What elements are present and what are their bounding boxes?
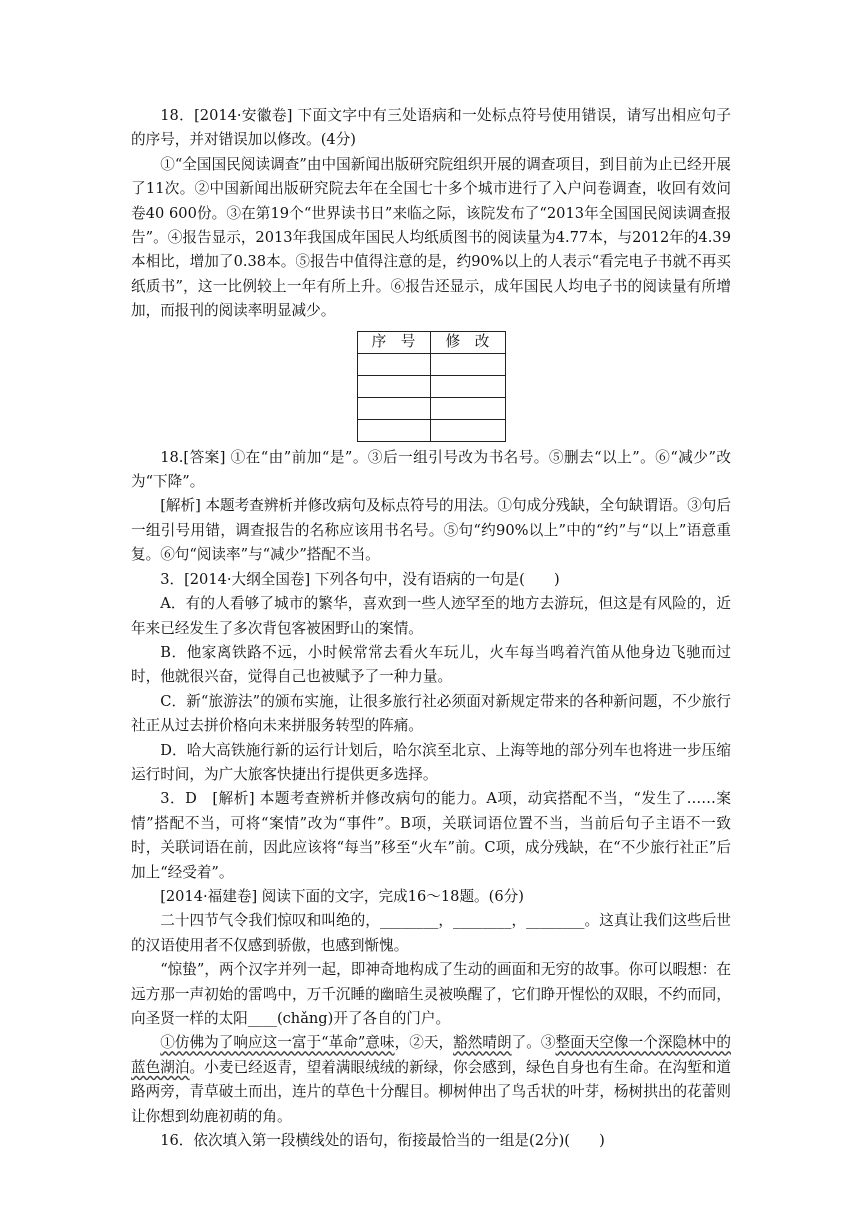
analysis-label: [解析] <box>212 790 255 808</box>
underlined-phrase-1: ①仿佛为了响应这一富于“革命”意味 <box>160 1034 395 1052</box>
document-page <box>131 104 731 1153</box>
table-row <box>357 397 505 419</box>
option-d: D．哈大高铁施行新的运行计划后，哈尔滨至北京、上海等地的部分列车也将进一步压缩运行时间，为广大旅客快捷出行提供更多选择。 <box>131 741 731 783</box>
answer-label: 18.[答案] <box>160 448 226 466</box>
answer-table <box>357 331 506 442</box>
analysis-text: 本题考查辨析并修改病句的能力。A项，动宾搭配不当，“发生了……案情”搭配不当，可将“案情”改为“事件”。B项，关联词语位置不当，当前后句子主语不一致时，关联词语在前，因此应该将“每当”移至“火车”前。C项，成分残缺，在“不少旅行社正”后加上“经受着”。 <box>131 790 731 881</box>
fujian-paragraph-1: 二十四节气令我们惊叹和叫绝的，________，________，________。这真让我们这些后世的汉语使用者不仅感到骄傲，也感到惭愧。 <box>131 912 731 954</box>
option-c: C．新“旅游法”的颁布实施，让很多旅行社必须面对新规定带来的各种新问题，不少旅行社正从过去拼价格向未来拼服务转型的阵痛。 <box>131 692 731 735</box>
fujian-intro: [2014·福建卷] 阅读下面的文字，完成16～18题。(6分) <box>160 887 524 905</box>
question-18-answer <box>131 446 731 495</box>
underlined-phrase-3: 整面天空像一个深隐林中的蓝色湖泊 <box>131 1034 731 1076</box>
question-16-stem: 16．依次填入第一段横线处的语句，衔接最恰当的一组是(2分)( ) <box>160 1132 605 1150</box>
fujian-paragraph-2: “惊蛰”，两个汉字并列一起，即神奇地构成了生动的画面和无穷的故事。你可以暇想：在远方那一声初始的雷鸣中，万千沉睡的幽暗生灵被唤醒了，它们睁开惺忪的双眼，不约而同，向圣贤一样的太阳____(chǎng)开了各自的门户。 <box>131 961 731 1027</box>
option-a: A．有的人看够了城市的繁华，喜欢到一些人迹罕至的地方去游玩，但这是有风险的，近年来已经发生了多次背包客被困野山的案情。 <box>131 595 731 637</box>
analysis-label: [解析] <box>160 497 201 515</box>
underlined-phrase-2: 豁然晴朗 <box>453 1034 512 1052</box>
table-header-revision: 修 改 <box>430 331 505 353</box>
question-18-passage: ①“全国国民阅读调查”由中国新闻出版研究院组织开展的调查项目，到目前为止已经开展了11次。②中国新闻出版研究院去年在全国七十多个城市进行了入户问卷调查，收回有效问卷40 600份。③在第19个“世界读书日”来临之际，该院发布了“2013年全国国民阅读调查报告”。④报告显示，2013年我国成年国民人均纸质图书的阅读量为4.77本，与2012年的4.39本相比，增加了0.38本。⑤报告中值得注意的是，约90%以上的人表示“看完电子书就不再买纸质书”，这一比例较上一年有所上升。⑥报告还显示，成年国民人均电子书的阅读量有所增加，而报刊的阅读率明显减少。 <box>131 155 731 320</box>
question-3-answer <box>131 787 731 885</box>
answer-choice: 3．D <box>160 790 197 808</box>
table-header-number: 序 号 <box>357 331 430 353</box>
table-row <box>357 419 505 441</box>
option-b: B．他家离铁路不远，小时候常常去看火车玩儿，火车每当鸣着汽笛从他身边飞驰而过时，他就很兴奋，觉得自己也被赋予了一种力量。 <box>131 643 731 686</box>
fujian-paragraph-3: ①仿佛为了响应这一富于“革命”意味，②天，豁然晴朗了。③整面天空像一个深隐林中的蓝色湖泊。小麦已经返青，望着满眼绒绒的新绿，你会感到，绿色自身也有生命。在沟堑和道路两旁，青草破土而出，连片的草色十分醒目。柳树伸出了鸟舌状的叶芽，杨树拱出的花蕾则让你想到幼鹿初萌的角。 <box>131 1034 731 1125</box>
question-18-analysis <box>131 494 731 567</box>
question-18-stem: 18．[2014·安徽卷] 下面文字中有三处语病和一处标点符号使用错误，请写出相应句子的序号，并对错误加以修改。(4分) <box>131 107 731 149</box>
table-header-row <box>357 331 505 353</box>
question-3-stem: 3．[2014·大纲全国卷] 下列各句中，没有语病的一句是( ) <box>160 570 560 588</box>
analysis-text: 本题考查辨析并修改病句及标点符号的用法。①句成分残缺，全句缺谓语。③句后一组引号用错，调查报告的名称应该用书名号。⑤句“约90%以上”中的“约”与“以上”语意重复。⑥句“阅读率”与“减少”搭配不当。 <box>131 497 731 564</box>
answer-text: ①在“由”前加“是”。③后一组引号改为书名号。⑤删去“以上”。⑥“减少”改为“下降”。 <box>131 448 731 491</box>
table-row <box>357 375 505 397</box>
table-row <box>357 353 505 375</box>
